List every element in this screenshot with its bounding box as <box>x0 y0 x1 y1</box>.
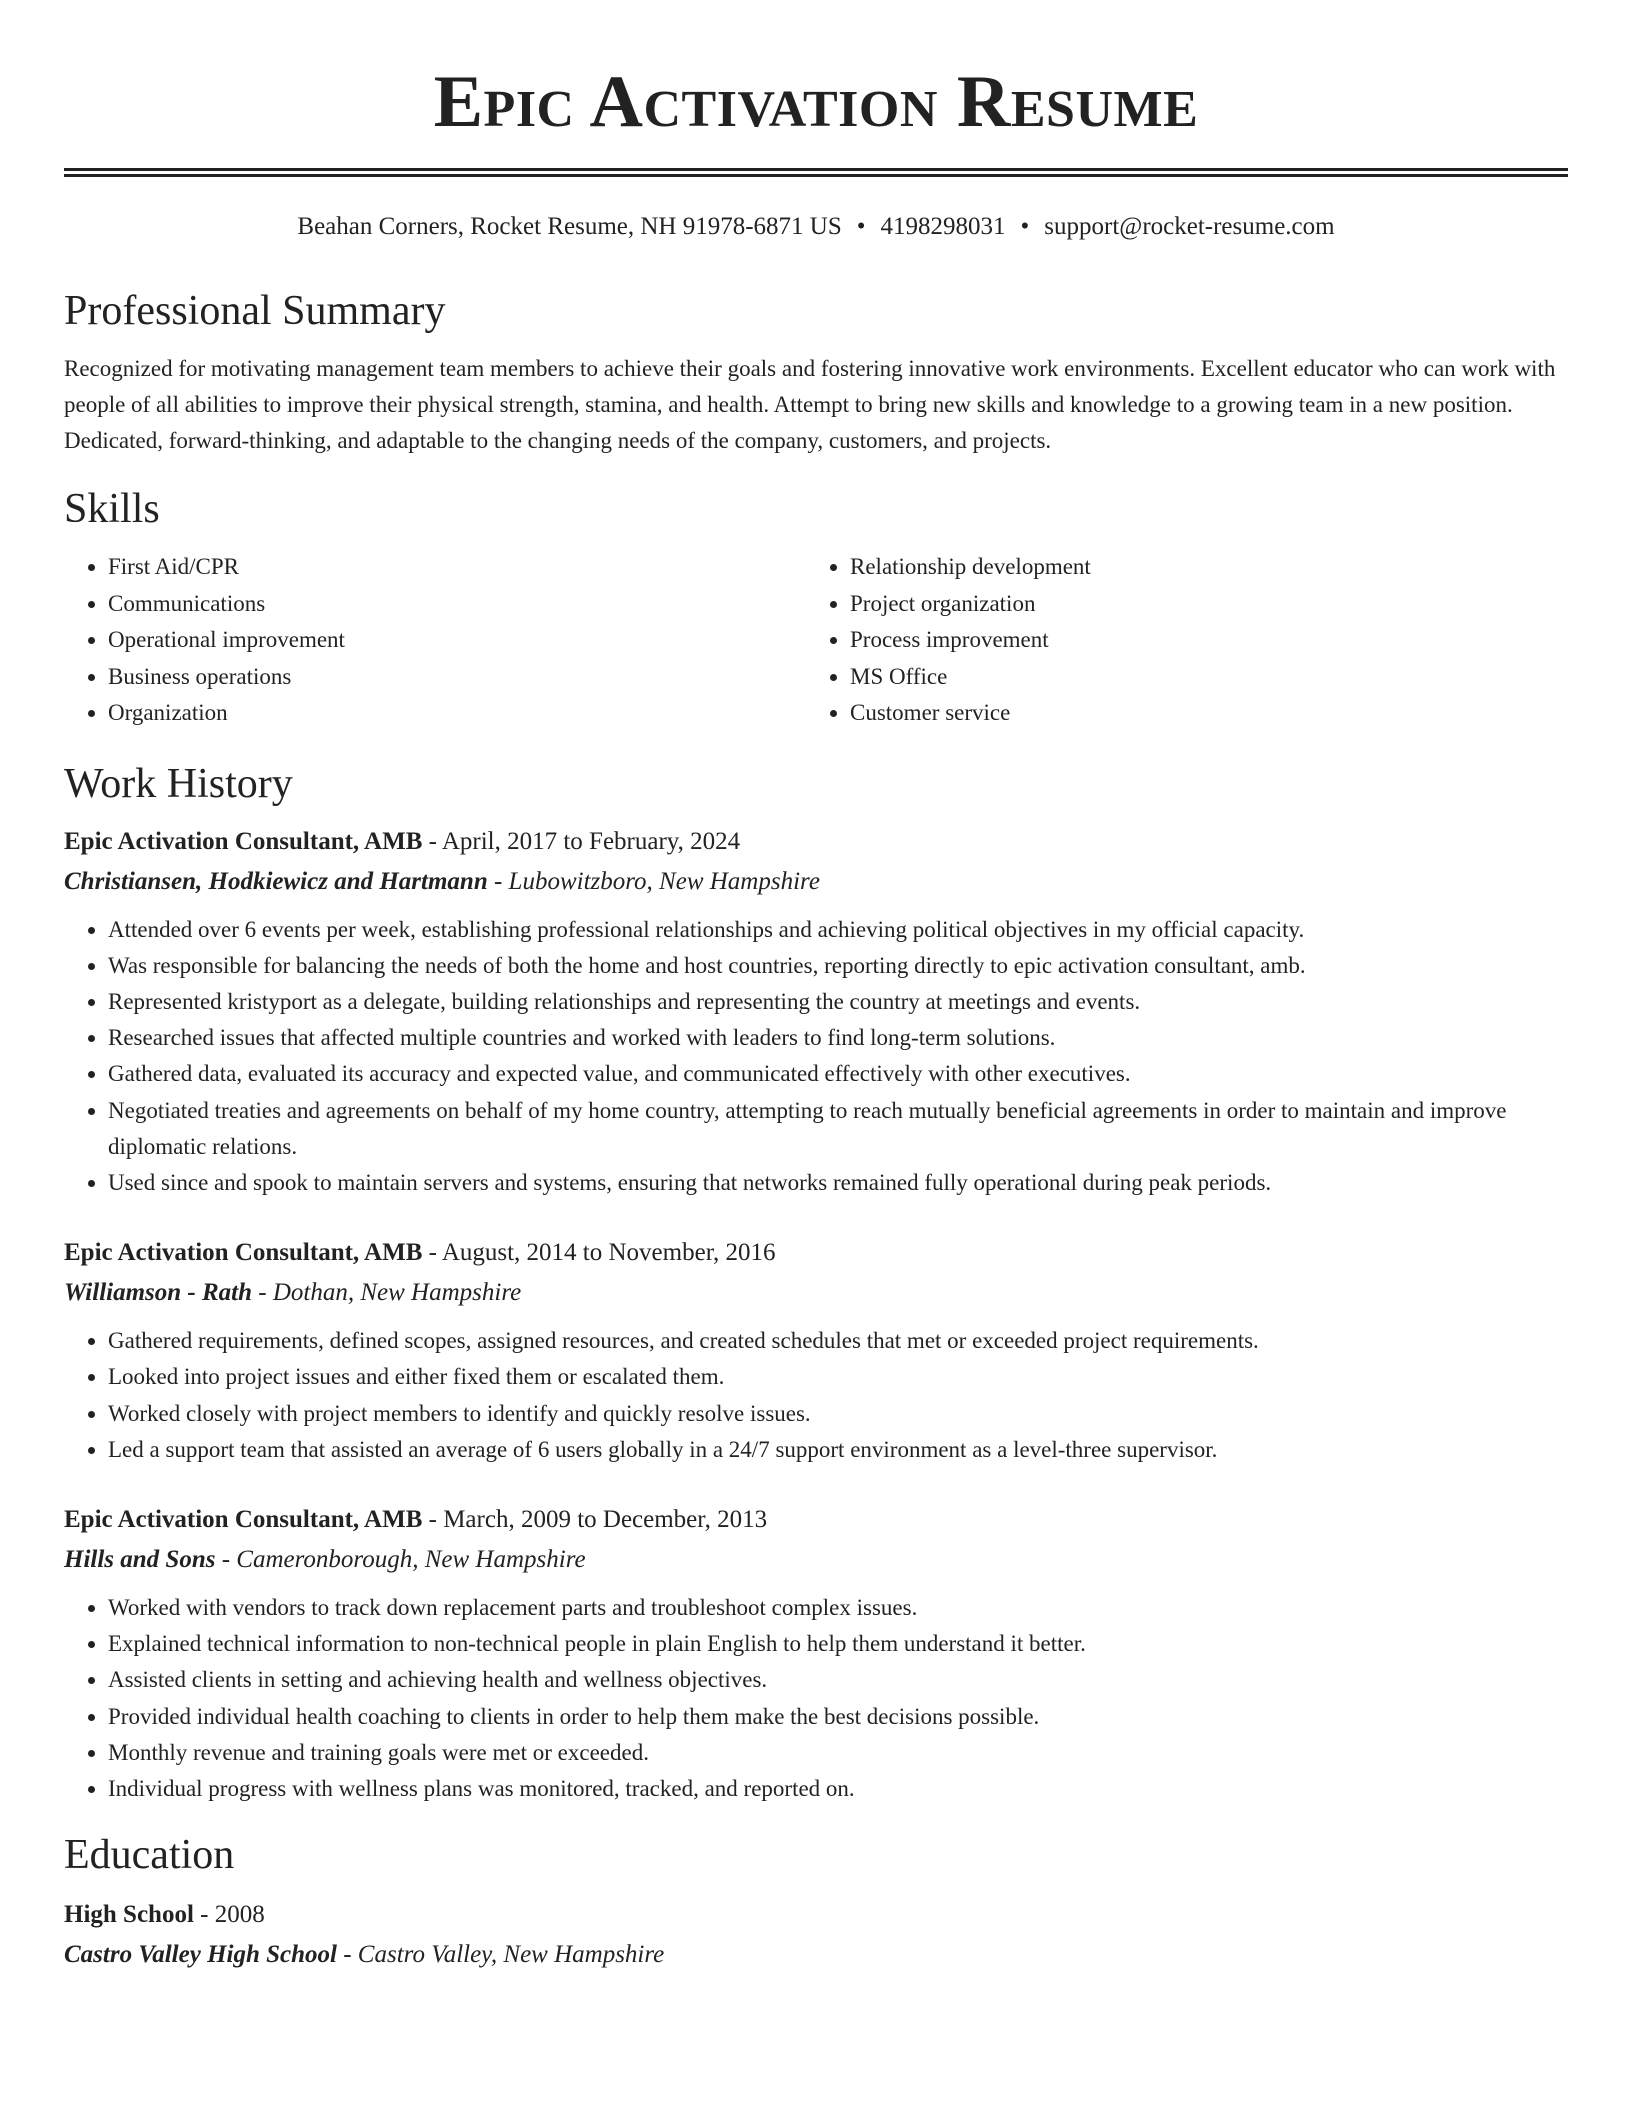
contact-line <box>64 211 1568 243</box>
job-bullet: • Gathered data, evaluated its accuracy and expected value, and communicated effectively with other executives. <box>108 1056 1568 1092</box>
job-bullets <box>64 912 1568 1202</box>
company-line <box>64 1540 1568 1580</box>
company-line <box>64 1273 1568 1313</box>
job-bullet: • Used since and spook to maintain servers and systems, ensuring that networks remained fully operational during peak periods. <box>108 1165 1568 1201</box>
company-name: Christiansen, Hodkiewicz and Hartmann <box>64 867 488 895</box>
job-bullet: • Monthly revenue and training goals were met or exceeded. <box>108 1735 1568 1771</box>
job-title-line <box>64 1233 1568 1273</box>
skills-column-left <box>64 549 806 732</box>
skills-heading: Skills <box>64 486 160 532</box>
skill-item: • Communications <box>108 586 806 623</box>
job-bullet: • Explained technical information to non-technical people in plain English to help them understand it better. <box>108 1626 1568 1662</box>
company-dash: - <box>487 867 509 895</box>
job-bullets <box>64 1323 1568 1468</box>
company-name: Hills and Sons <box>64 1545 216 1573</box>
skill-item: • MS Office <box>850 659 1548 696</box>
job-bullet: • Gathered requirements, defined scopes, assigned resources, and created schedules that met or exceeded project requirements. <box>108 1323 1568 1359</box>
skills-column-right <box>806 549 1548 732</box>
school-location: Castro Valley, New Hampshire <box>357 1941 665 1969</box>
skill-item: • Business operations <box>108 659 806 696</box>
job-dash: - <box>422 1239 442 1267</box>
skill-item: • Organization <box>108 695 806 732</box>
company-location: Lubowitzboro, New Hampshire <box>508 867 820 895</box>
job-bullet: • Worked closely with project members to identify and quickly resolve issues. <box>108 1396 1568 1432</box>
job-dash: - <box>422 1505 444 1533</box>
skill-item: • Customer service <box>850 695 1548 732</box>
graduation-year: 2008 <box>214 1901 265 1929</box>
job-bullets <box>64 1590 1568 1807</box>
skill-item: • First Aid/CPR <box>108 549 806 586</box>
skill-item: • Relationship development <box>850 549 1548 586</box>
resume-title: Epic Activation Resume <box>433 61 1199 143</box>
education-heading: Education <box>64 1832 235 1879</box>
job-bullet: • Represented kristyport as a delegate, building relationships and representing the country at meetings and events. <box>108 984 1568 1020</box>
degree-line <box>64 1895 1568 1935</box>
summary-text: Recognized for motivating management team members to achieve their goals and fostering innovative work environments. Excellent educator who can work with people of all abilities to improve their physical strength, stamina, and health. Attempt to bring new skills and knowledge to a growing team in a new position. Dedicated, forward-thinking, and adaptable to the changing needs of the company, customers, and projects. <box>64 356 1556 453</box>
school-dash: - <box>336 1941 358 1969</box>
job-bullet: • Assisted clients in setting and achieving health and wellness objectives. <box>108 1662 1568 1698</box>
school-name: Castro Valley High School <box>64 1941 337 1969</box>
skill-item: • Project organization <box>850 586 1548 623</box>
job-bullet: • Worked with vendors to track down replacement parts and troubleshoot complex issues. <box>108 1590 1568 1626</box>
job-bullet: • Provided individual health coaching to clients in order to help them make the best decisions possible. <box>108 1699 1568 1735</box>
job-bullet: • Was responsible for balancing the needs of both the home and host countries, reporting directly to epic activation consultant, amb. <box>108 948 1568 984</box>
job-entry <box>64 1233 1568 1468</box>
contact-separator: • <box>1020 213 1030 240</box>
job-title: Epic Activation Consultant, AMB <box>64 1239 423 1267</box>
contact-phone: 4198298031 <box>880 213 1006 240</box>
degree: High School <box>64 1901 194 1929</box>
company-dash: - <box>215 1545 237 1573</box>
contact-separator: • <box>856 213 866 240</box>
job-title-line <box>64 1500 1568 1540</box>
company-dash: - <box>252 1279 273 1307</box>
degree-dash: - <box>193 1901 215 1929</box>
summary-heading: Professional Summary <box>64 288 446 334</box>
contact-address: Beahan Corners, Rocket Resume, NH 91978-6871 US <box>297 213 842 240</box>
company-name: Williamson - Rath <box>64 1279 253 1307</box>
job-dash: - <box>422 827 442 855</box>
company-line <box>64 862 1568 902</box>
job-title: Epic Activation Consultant, AMB <box>64 1505 423 1533</box>
company-location: Cameronborough, New Hampshire <box>236 1545 586 1573</box>
contact-email: support@rocket-resume.com <box>1044 213 1335 240</box>
skill-item: • Process improvement <box>850 622 1548 659</box>
job-bullet: • Negotiated treaties and agreements on behalf of my home country, attempting to reach mutually beneficial agreements in order to maintain and improve diplomatic relations. <box>108 1093 1568 1165</box>
job-dates: April, 2017 to February, 2024 <box>441 827 741 855</box>
title-double-rule <box>64 168 1568 177</box>
job-bullet: • Individual progress with wellness plans was monitored, tracked, and reported on. <box>108 1771 1568 1807</box>
skill-item: • Operational improvement <box>108 622 806 659</box>
job-bullet: • Led a support team that assisted an average of 6 users globally in a 24/7 support environment as a level-three supervisor. <box>108 1432 1568 1468</box>
job-dates: March, 2009 to December, 2013 <box>443 1505 768 1533</box>
job-title-line <box>64 822 1568 862</box>
job-title: Epic Activation Consultant, AMB <box>64 827 423 855</box>
job-entry <box>64 1500 1568 1807</box>
skills-list <box>64 549 1568 732</box>
work-history-heading: Work History <box>64 760 293 807</box>
job-bullet: • Attended over 6 events per week, establishing professional relationships and achieving political objectives in my official capacity. <box>108 912 1568 948</box>
job-bullet: • Researched issues that affected multiple countries and worked with leaders to find long-term solutions. <box>108 1020 1568 1056</box>
job-bullet: • Looked into project issues and either fixed them or escalated them. <box>108 1359 1568 1395</box>
education-entry <box>64 1895 1568 1975</box>
job-entry <box>64 822 1568 1202</box>
school-line <box>64 1935 1568 1975</box>
company-location: Dothan, New Hampshire <box>272 1279 522 1307</box>
job-dates: August, 2014 to November, 2016 <box>441 1239 776 1267</box>
